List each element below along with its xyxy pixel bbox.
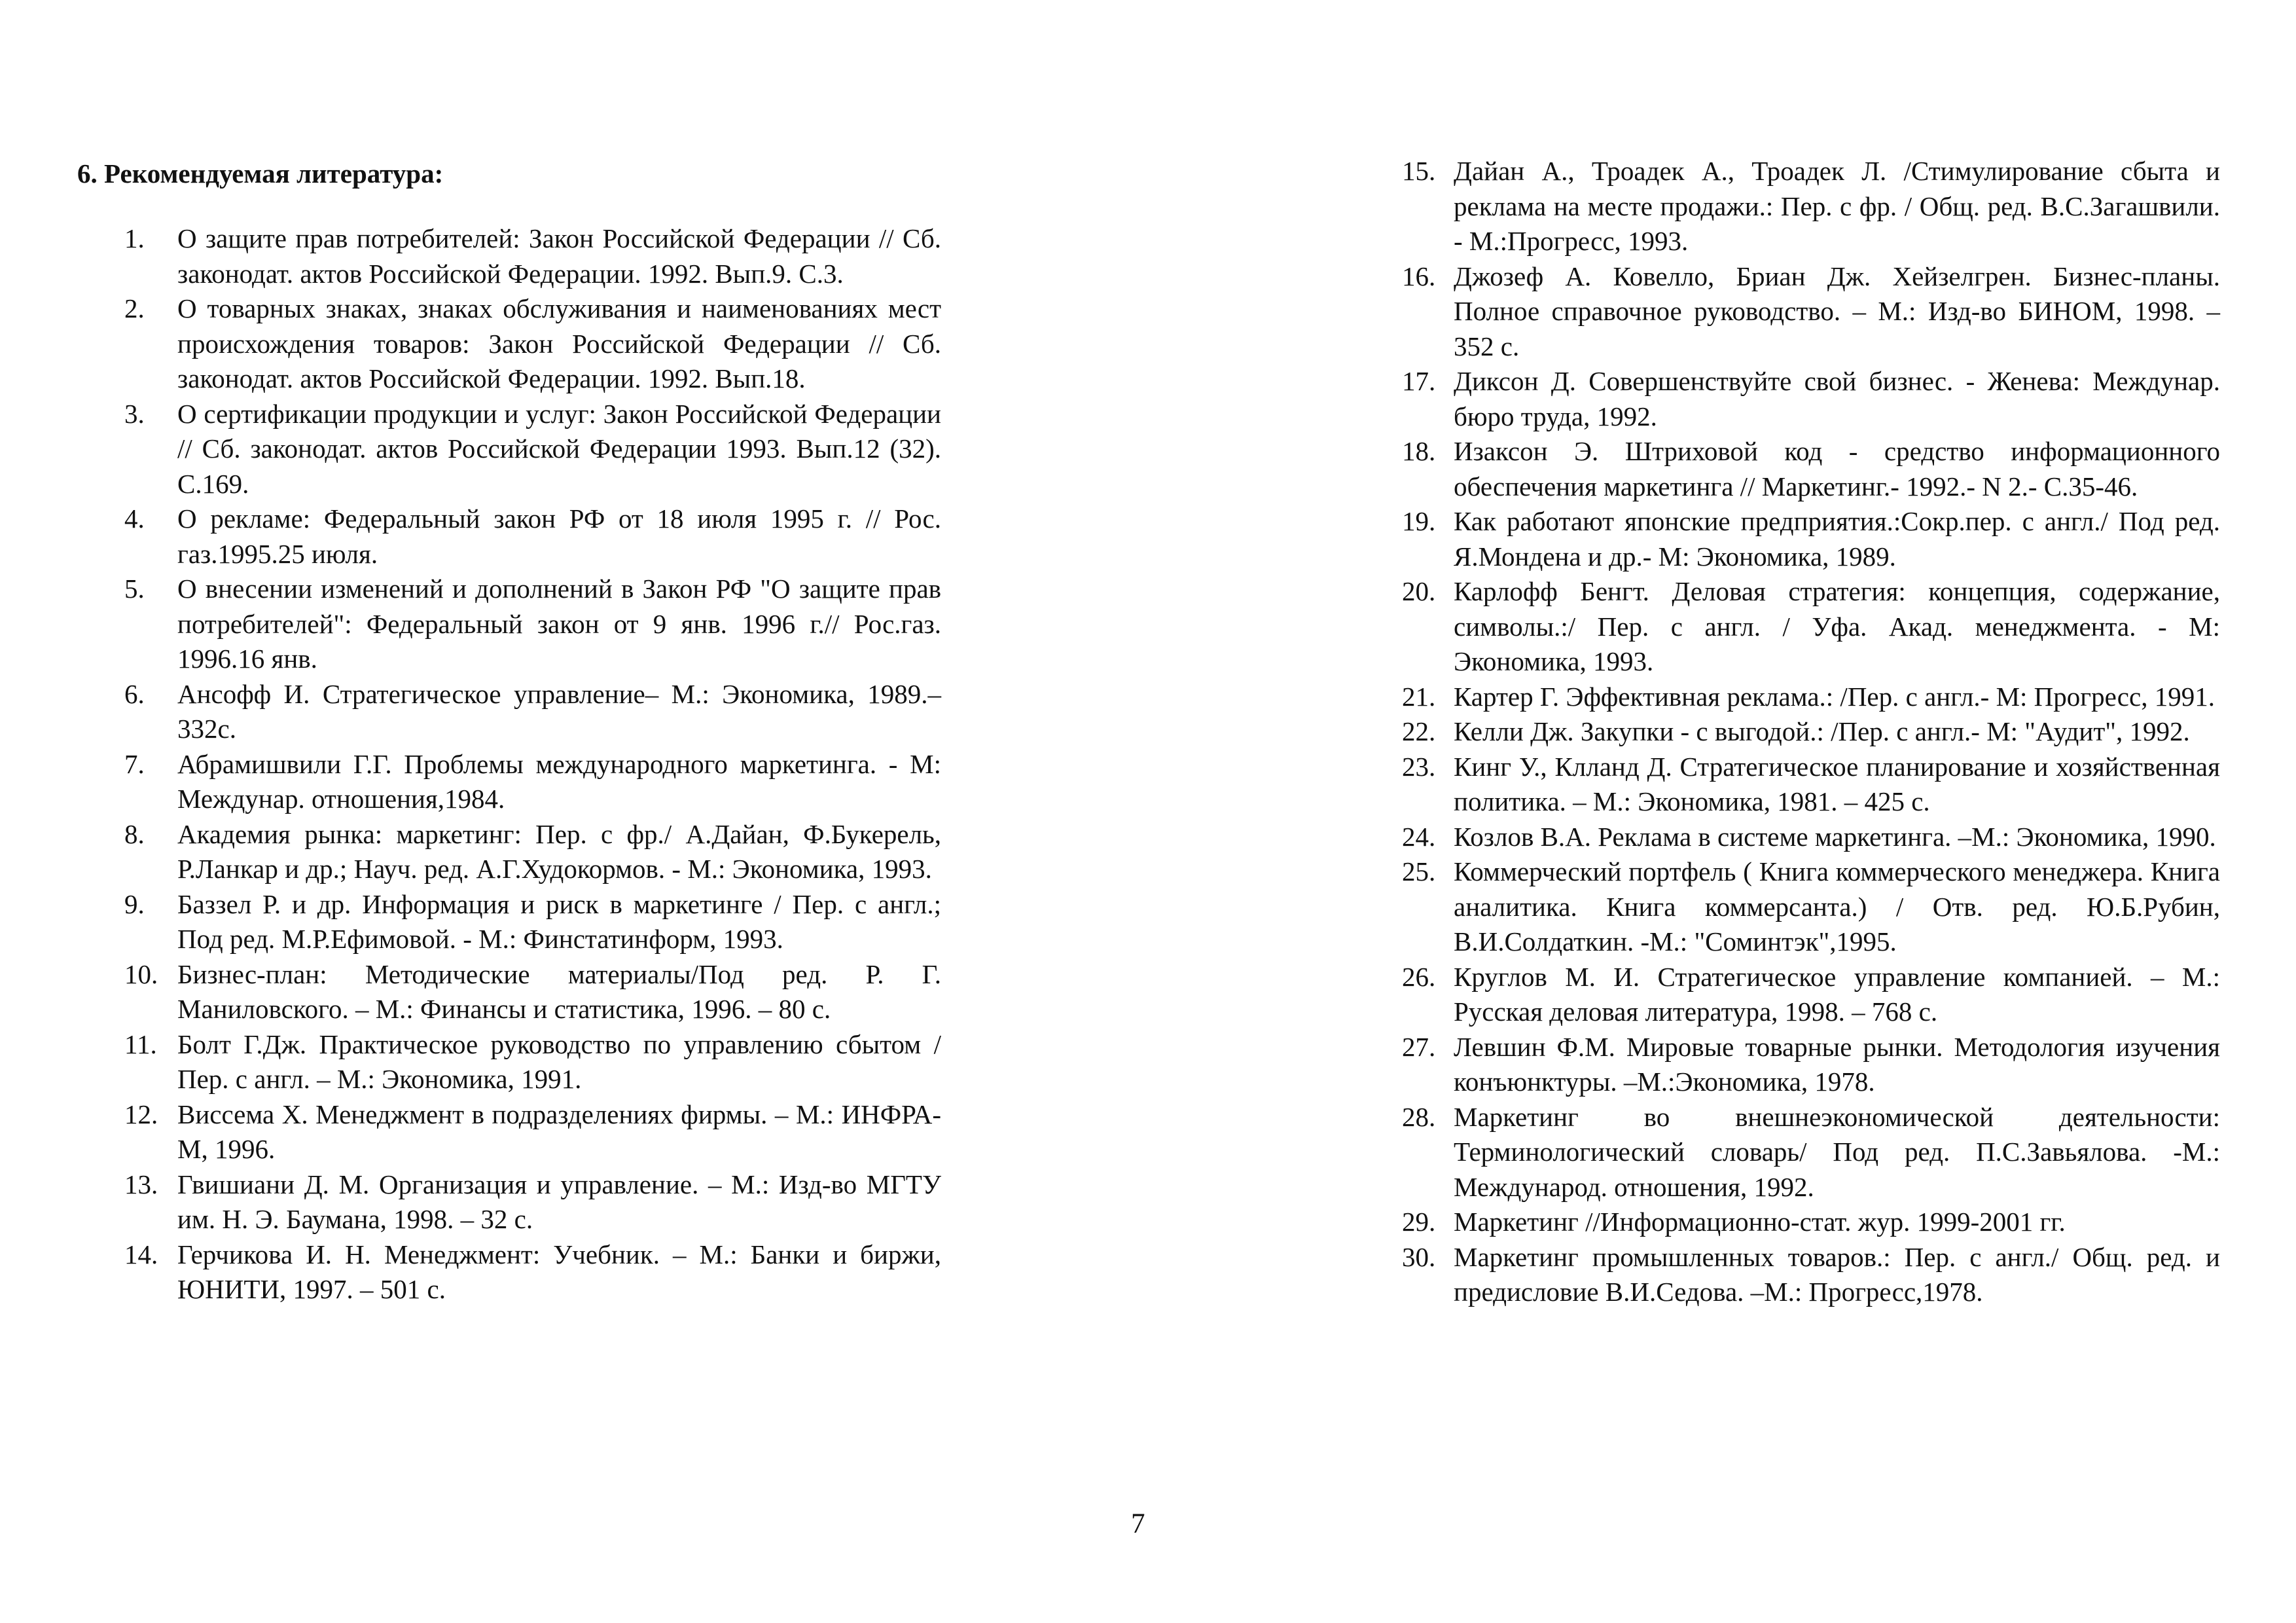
reference-text: Келли Дж. Закупки - с выгодой.: /Пер. с англ.- М: "Аудит", 1992. — [1454, 716, 2190, 746]
reference-number: 30. — [1402, 1241, 1436, 1272]
reference-number: 24. — [1402, 821, 1436, 852]
reference-item — [77, 291, 941, 397]
reference-item — [77, 572, 941, 677]
reference-text: Виссема Х. Менеджмент в подразделениях фирмы. – М.: ИНФРА-М, 1996. — [177, 1099, 941, 1164]
reference-item — [1395, 1240, 2220, 1310]
reference-number: 2. — [124, 293, 145, 323]
reference-list-right — [1395, 154, 2220, 1310]
reference-item — [77, 501, 941, 572]
reference-item — [77, 1097, 941, 1167]
reference-number: 6. — [124, 678, 145, 709]
reference-item — [1395, 504, 2220, 574]
reference-text: Кинг У., Клланд Д. Стратегическое планирование и хозяйственная политика. – М.: Экономика, 1981. – 425 с. — [1454, 751, 2220, 816]
reference-number: 11. — [124, 1029, 157, 1059]
reference-number: 17. — [1402, 366, 1436, 396]
reference-text: Коммерческий портфель ( Книга коммерческого менеджера. Книга аналитика. Книга коммерсанта.) / Отв. ред. Ю.Б.Рубин, В.И.Солдаткин. -М.: "Соминтэк",1995. — [1454, 856, 2220, 957]
reference-text: Болт Г.Дж. Практическое руководство по управлению сбытом /Пер. с англ. – М.: Экономика, 1991. — [177, 1029, 941, 1094]
reference-item — [1395, 154, 2220, 259]
reference-text: Диксон Д. Совершенствуйте свой бизнес. - Женева: Междунар. бюро труда, 1992. — [1454, 366, 2220, 431]
reference-text: Левшин Ф.М. Мировые товарные рынки. Методология изучения конъюнктуры. –М.:Экономика, 1978. — [1454, 1031, 2220, 1097]
reference-text: Карлофф Бенгт. Деловая стратегия: концепция, содержание, символы.:/ Пер. с англ. / Уфа. Акад. менеджмента. - М: Экономика, 1993. — [1454, 576, 2220, 676]
reference-number: 10. — [124, 958, 158, 989]
section-heading: 6. Рекомендуемая литература: — [77, 158, 444, 189]
reference-text: Маркетинг //Информационно-стат. жур. 1999-2001 гг. — [1454, 1207, 2066, 1237]
reference-number: 20. — [1402, 576, 1436, 606]
reference-number: 9. — [124, 888, 145, 919]
reference-number: 23. — [1402, 751, 1436, 782]
reference-text: Джозеф А. Ковелло, Бриан Дж. Хейзелгрен. Бизнес-планы. Полное справочное руководство. – М.: Изд-во БИНОМ, 1998. – 352 с. — [1454, 261, 2220, 361]
reference-item — [1395, 259, 2220, 365]
reference-number: 8. — [124, 818, 145, 849]
reference-text: О рекламе: Федеральный закон РФ от 18 июля 1995 г. // Рос. газ.1995.25 июля. — [177, 503, 941, 569]
reference-item — [77, 397, 941, 502]
reference-item — [1395, 364, 2220, 434]
reference-text: О внесении изменений и дополнений в Закон РФ "О защите прав потребителей": Федеральный закон от 9 янв. 1996 г.// Рос.газ. 1996.16 янв. — [177, 574, 941, 674]
reference-text: Как работают японские предприятия.:Сокр.пер. с англ./ Под ред. Я.Мондена и др.- М: Экономика, 1989. — [1454, 506, 2220, 572]
reference-text: Изаксон Э. Штриховой код - средство информационного обеспечения маркетинга // Маркетинг.- 1992.- N 2.- С.35-46. — [1454, 436, 2220, 501]
reference-item — [1395, 960, 2220, 1030]
reference-text: О сертификации продукции и услуг: Закон Российской Федерации // Сб. законодат. актов Российской Федерации 1993. Вып.12 (32). С.169. — [177, 398, 941, 499]
reference-text: О товарных знаках, знаках обслуживания и наименованиях мест происхождения товаров: Закон Российской Федерации // Сб. законодат. актов Российской Федерации. 1992. Вып.18. — [177, 293, 941, 393]
reference-number: 5. — [124, 574, 145, 604]
reference-text: Картер Г. Эффективная реклама.: /Пер. с англ.- М: Прогресс, 1991. — [1454, 681, 2215, 712]
reference-item — [77, 817, 941, 887]
reference-item — [77, 957, 941, 1027]
reference-number: 19. — [1402, 506, 1436, 536]
reference-text: Абрамишвили Г.Г. Проблемы международного маркетинга. - М: Междунар. отношения,1984. — [177, 748, 941, 814]
reference-text: Герчикова И. Н. Менеджмент: Учебник. – М.: Банки и биржи, ЮНИТИ, 1997. – 501 с. — [177, 1239, 941, 1304]
reference-item — [77, 747, 941, 817]
reference-number: 3. — [124, 398, 145, 429]
reference-number: 14. — [124, 1239, 158, 1269]
reference-item — [1395, 820, 2220, 855]
reference-item — [77, 221, 941, 291]
reference-number: 21. — [1402, 681, 1436, 712]
reference-text: Бизнес-план: Методические материалы/Под ред. Р. Г. Маниловского. – М.: Финансы и статистика, 1996. – 80 с. — [177, 958, 941, 1024]
reference-text: Круглов М. И. Стратегическое управление компанией. – М.: Русская деловая литература, 1998. – 768 с. — [1454, 961, 2220, 1027]
reference-number: 26. — [1402, 961, 1436, 992]
reference-text: Ансофф И. Стратегическое управление– М.: Экономика, 1989.–332с. — [177, 678, 941, 744]
reference-number: 18. — [1402, 436, 1436, 466]
reference-number: 7. — [124, 748, 145, 779]
reference-text: Маркетинг во внешнеэкономической деятельности: Терминологический словарь/ Под ред. П.С.Завьялова. -М.: Международ. отношения, 1992. — [1454, 1101, 2220, 1202]
reference-number: 12. — [124, 1099, 158, 1129]
reference-text: Маркетинг промышленных товаров.: Пер. с англ./ Общ. ред. и предисловие В.И.Седова. –М.: Прогресс,1978. — [1454, 1241, 2220, 1307]
reference-text: Дайан А., Троадек А., Троадек Л. /Стимулирование сбыта и реклама на месте продажи.: Пер. с фр. / Общ. ред. В.С.Загашвили. - М.:Прогресс, 1993. — [1454, 156, 2220, 256]
reference-number: 15. — [1402, 156, 1436, 186]
reference-number: 1. — [124, 223, 145, 253]
reference-number: 27. — [1402, 1031, 1436, 1062]
reference-text: Баззел Р. и др. Информация и риск в маркетинге / Пер. с англ.; Под ред. М.Р.Ефимовой. - М.: Финстатинформ, 1993. — [177, 888, 941, 954]
reference-item — [1395, 1205, 2220, 1240]
reference-number: 22. — [1402, 716, 1436, 746]
reference-item — [1395, 434, 2220, 504]
reference-item — [1395, 680, 2220, 715]
reference-text: Академия рынка: маркетинг: Пер. с фр./ А.Дайан, Ф.Букерель, Р.Ланкар и др.; Науч. ред. А.Г.Худокормов. - М.: Экономика, 1993. — [177, 818, 941, 884]
reference-item — [1395, 854, 2220, 960]
reference-number: 16. — [1402, 261, 1436, 291]
reference-number: 4. — [124, 503, 145, 534]
reference-item — [1395, 574, 2220, 680]
reference-item — [77, 677, 941, 747]
reference-item — [1395, 1030, 2220, 1100]
reference-item — [1395, 1100, 2220, 1205]
reference-text: О защите прав потребителей: Закон Российской Федерации // Сб. законодат. актов Российской Федерации. 1992. Вып.9. С.3. — [177, 223, 941, 289]
reference-text: Козлов В.А. Реклама в системе маркетинга. –М.: Экономика, 1990. — [1454, 821, 2216, 852]
reference-text: Гвишиани Д. М. Организация и управление. – М.: Изд-во МГТУ им. Н. Э. Баумана, 1998. – 32 с. — [177, 1169, 941, 1234]
reference-number: 29. — [1402, 1207, 1436, 1237]
page-number: 7 — [1131, 1508, 1145, 1539]
reference-number: 13. — [124, 1169, 158, 1199]
reference-number: 28. — [1402, 1101, 1436, 1132]
reference-item — [1395, 714, 2220, 750]
reference-item — [77, 1167, 941, 1237]
reference-list-left — [77, 221, 941, 1307]
reference-item — [77, 887, 941, 957]
reference-item — [77, 1027, 941, 1097]
reference-item — [1395, 750, 2220, 820]
reference-number: 25. — [1402, 856, 1436, 886]
reference-item — [77, 1237, 941, 1307]
